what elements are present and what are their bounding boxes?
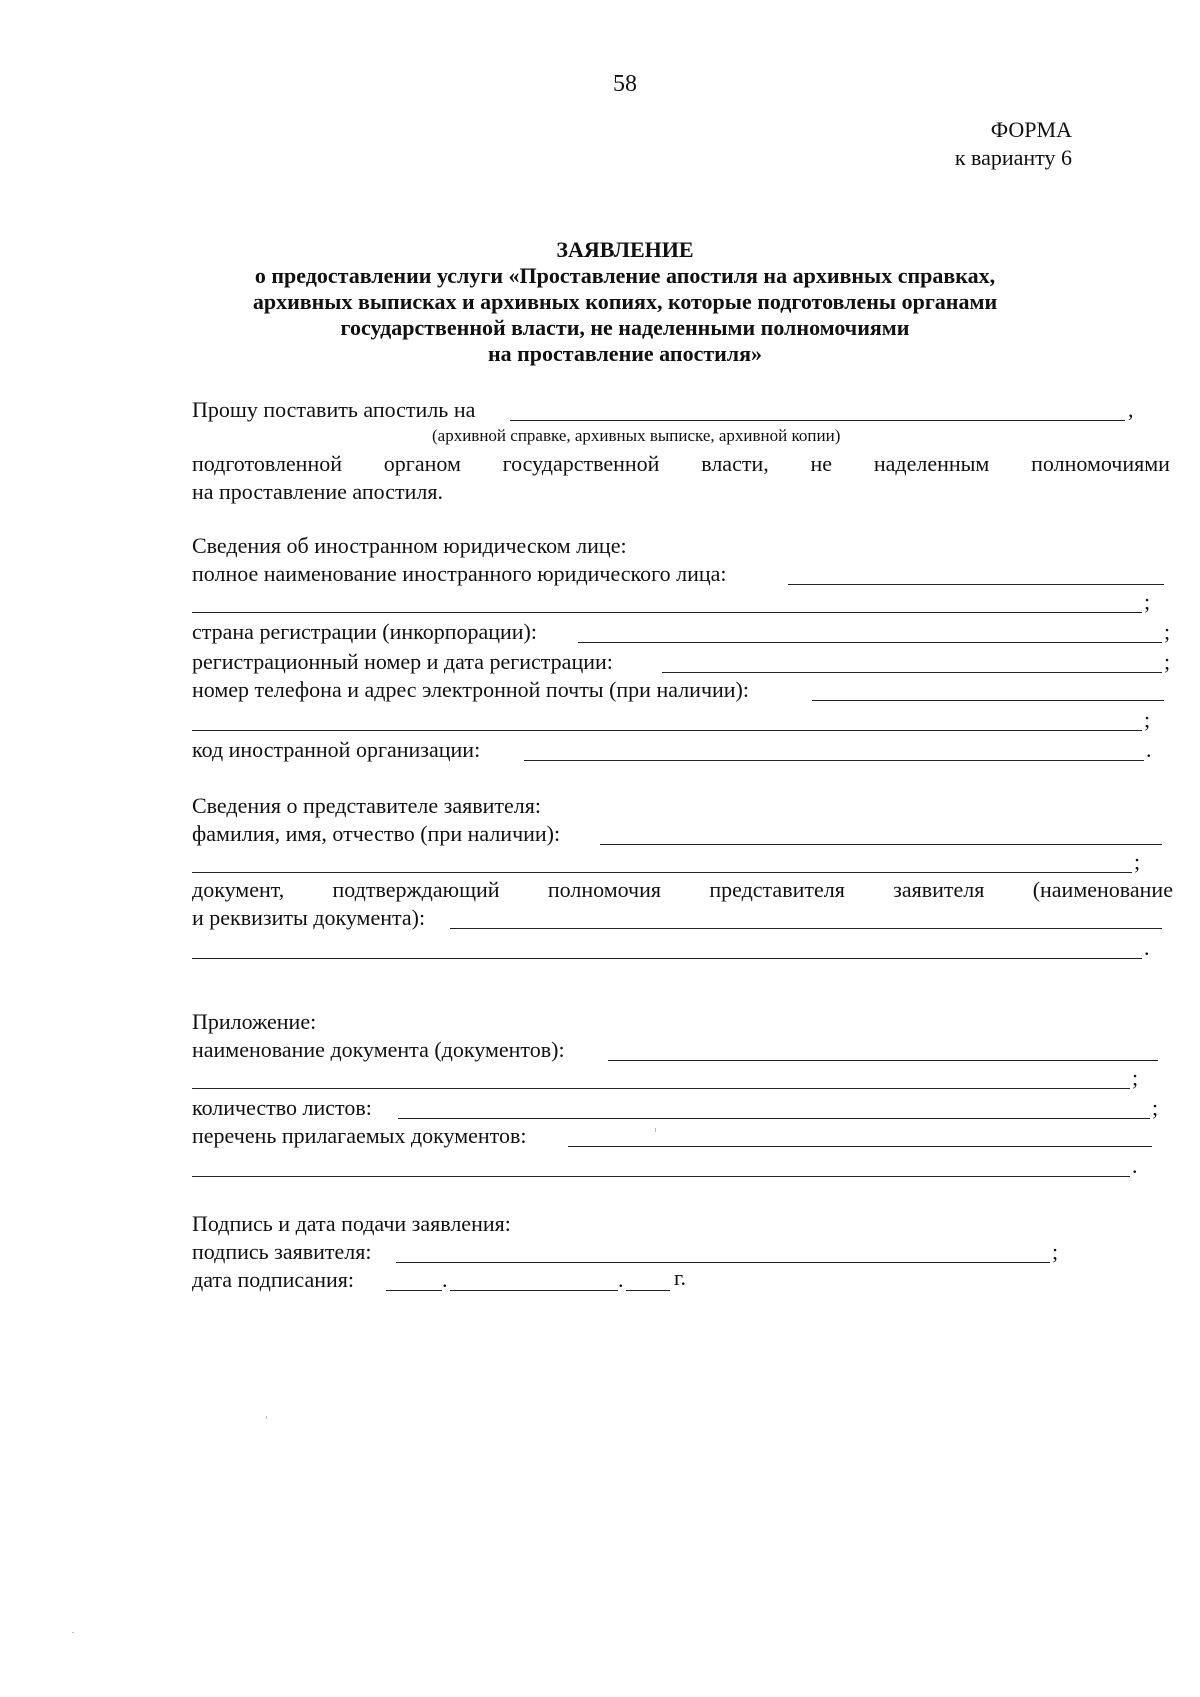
date-label: дата подписания: [192,1267,354,1292]
sheets-label: количество листов: [192,1095,372,1120]
period: . [1132,1153,1138,1178]
semicolon: ; [1144,589,1151,614]
subtitle-line-2: архивных выписках и архивных копиях, которые подготовлены органами [252,289,998,314]
semicolon: ; [1052,1239,1059,1264]
fio-field[interactable] [600,844,1162,845]
semicolon: ; [1132,1065,1139,1090]
word: государственной [502,451,660,476]
semicolon: ; [1164,619,1171,644]
fio-label: фамилия, имя, отчество (при наличии): [192,821,561,846]
form-variant: к варианту 6 [954,145,1072,170]
word: подтверждающий [332,877,500,902]
reg-number-field[interactable] [662,672,1162,673]
full-name-field[interactable] [788,584,1164,585]
word: не [810,451,833,476]
representative-doc-label [192,876,1173,904]
comma: , [1128,397,1134,422]
sheets-field[interactable] [398,1118,1150,1119]
subtitle-line-3: государственной власти, не наделенными полномочиями [340,315,910,340]
scan-speck [72,1632,74,1633]
period: . [618,1267,624,1292]
word: власти, [701,451,769,476]
foreign-entity-header: Сведения об иностранном юридическом лице: [192,533,627,558]
date-year-field[interactable] [626,1290,670,1291]
contacts-field-cont[interactable] [192,730,1142,731]
signature-header: Подпись и дата подачи заявления: [192,1211,511,1236]
request-continuation [192,450,1170,478]
contacts-label: номер телефона и адрес электронной почты (при наличии): [192,677,749,702]
scan-speck [266,1416,267,1419]
word: полномочиями [1031,451,1170,476]
doc-name-field[interactable] [608,1060,1158,1061]
applicant-signature-field[interactable] [396,1262,1050,1263]
word: представителя [709,877,845,902]
word: полномочия [547,877,662,902]
page-number: 58 [613,71,637,97]
word: (наименование [1032,877,1173,902]
word: подготовленной [192,451,343,476]
doc-name-field-cont[interactable] [192,1088,1130,1089]
word: заявителя [893,877,985,902]
scan-speck [655,1128,656,1132]
form-label: ФОРМА [990,117,1072,142]
applicant-signature-label: подпись заявителя: [192,1239,372,1264]
country-label: страна регистрации (инкорпорации): [192,619,537,644]
list-field-cont[interactable] [192,1176,1130,1177]
attachment-header: Приложение: [192,1009,317,1034]
subtitle-line-4: на проставление апостиля» [487,341,763,366]
request-continuation-line-2: на проставление апостиля. [192,479,443,504]
org-code-label: код иностранной организации: [192,737,481,762]
period: . [1144,935,1150,960]
request-hint: (архивной справке, архивных выписке, архивной копии) [432,426,841,445]
list-label: перечень прилагаемых документов: [192,1123,527,1148]
word: документ, [192,877,285,902]
subtitle-line-1: о предоставлении услуги «Проставление апостиля на архивных справках, [254,263,996,288]
fio-field-cont[interactable] [192,872,1132,873]
representative-doc-field-cont[interactable] [192,958,1142,959]
request-label: Прошу поставить апостиль на [192,397,476,422]
representative-doc-label-2: и реквизиты документа): [192,905,426,930]
date-day-field[interactable] [386,1290,442,1291]
period: . [442,1267,448,1292]
doc-name-label: наименование документа (документов): [192,1037,565,1062]
semicolon: ; [1164,649,1171,674]
word: наделенным [873,451,990,476]
list-field[interactable] [568,1146,1152,1147]
semicolon: ; [1152,1095,1159,1120]
semicolon: ; [1144,707,1151,732]
period: . [1146,737,1152,762]
representative-header: Сведения о представителе заявителя: [192,793,541,818]
contacts-field[interactable] [812,700,1164,701]
org-code-field[interactable] [524,760,1144,761]
apostille-document-field[interactable] [510,420,1125,421]
date-month-field[interactable] [450,1290,618,1291]
semicolon: ; [1134,849,1141,874]
full-name-label: полное наименование иностранного юридического лица: [192,561,727,586]
document-title: ЗАЯВЛЕНИЕ [556,237,694,262]
representative-doc-field[interactable] [450,928,1162,929]
reg-number-label: регистрационный номер и дата регистрации: [192,649,613,674]
word: органом [383,451,461,476]
country-field[interactable] [578,642,1162,643]
year-suffix: г. [674,1265,687,1290]
full-name-field-cont[interactable] [192,612,1142,613]
